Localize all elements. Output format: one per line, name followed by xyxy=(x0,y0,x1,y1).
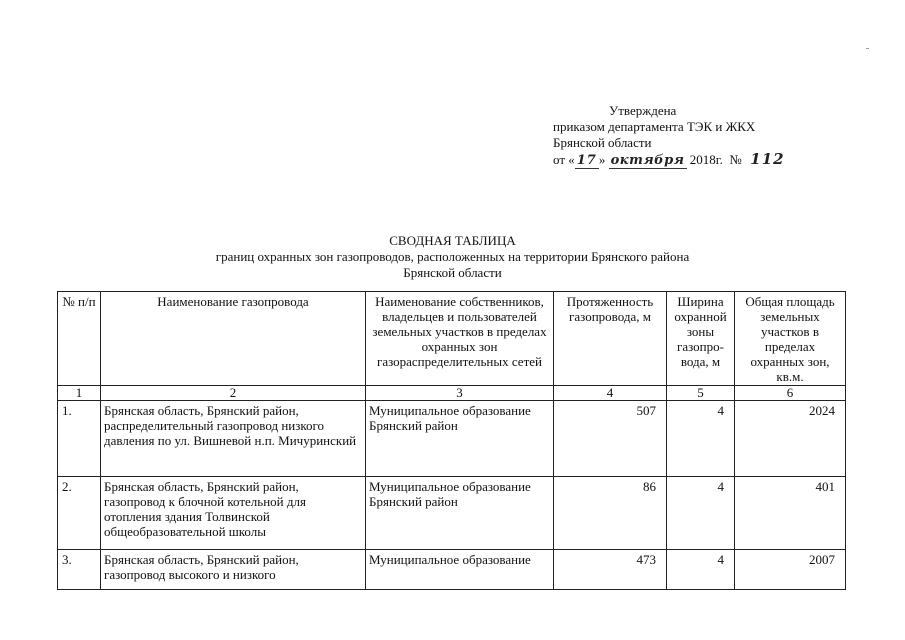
table-row xyxy=(58,401,846,477)
date-mid: » xyxy=(598,152,606,167)
column-number-row xyxy=(58,386,846,401)
row-length: 86 xyxy=(554,477,667,550)
handwritten-day: 17 xyxy=(576,153,597,168)
row-owner: Муниципальное образование xyxy=(366,550,554,590)
row-zone-width: 4 xyxy=(667,550,735,590)
scan-artifact xyxy=(866,48,869,49)
approval-date-line xyxy=(553,151,883,167)
row-owner: Муниципальное образование Брянский район xyxy=(366,477,554,550)
row-length: 507 xyxy=(554,401,667,477)
document-heading xyxy=(0,233,905,281)
row-index: 3. xyxy=(58,550,101,590)
header-zone-width: Ширина охранной зоны газопро-вода, м xyxy=(667,292,735,386)
column-number: 5 xyxy=(667,386,735,401)
handwritten-number: 112 xyxy=(750,150,785,168)
handwritten-month: октября xyxy=(610,153,685,168)
column-number: 1 xyxy=(58,386,101,401)
header-row xyxy=(58,292,846,386)
row-area: 2024 xyxy=(735,401,846,477)
approval-block xyxy=(553,103,883,167)
number-label: № xyxy=(729,152,742,167)
header-index: № п/п xyxy=(58,292,101,386)
column-number: 6 xyxy=(735,386,846,401)
date-prefix: от « xyxy=(553,152,575,167)
heading-subtitle: границ охранных зон газопроводов, расположенных на территории Брянского района xyxy=(215,249,690,264)
column-number: 3 xyxy=(366,386,554,401)
heading-title: СВОДНАЯ ТАБЛИЦА xyxy=(389,233,516,248)
approval-line-order: приказом департамента ТЭК и ЖКХ xyxy=(553,119,756,134)
header-pipeline-name: Наименование газопровода xyxy=(101,292,366,386)
header-owners: Наименование собственников, владельцев и пользователей земельных участков в пределах охранных зон газораспределительных сетей xyxy=(366,292,554,386)
row-area: 401 xyxy=(735,477,846,550)
row-zone-width: 4 xyxy=(667,401,735,477)
row-length: 473 xyxy=(554,550,667,590)
table-row xyxy=(58,550,846,590)
row-pipeline-name: Брянская область, Брянский район, газопровод к блочной котельной для отопления здания Толвинской общеобразовательной школы xyxy=(101,477,366,550)
header-length: Протяженность газопровода, м xyxy=(554,292,667,386)
row-index: 1. xyxy=(58,401,101,477)
gas-pipelines-table xyxy=(57,291,846,590)
approval-title: Утверждена xyxy=(609,103,677,118)
date-year: 2018г. xyxy=(689,152,723,167)
approval-line-region: Брянской области xyxy=(553,135,652,150)
table-row xyxy=(58,477,846,550)
row-index: 2. xyxy=(58,477,101,550)
heading-region: Брянской области xyxy=(403,265,502,280)
row-pipeline-name: Брянская область, Брянский район, газопровод высокого и низкого xyxy=(101,550,366,590)
row-pipeline-name: Брянская область, Брянский район, распределительный газопровод низкого давления по ул. Вишневой н.п. Мичуринский xyxy=(101,401,366,477)
row-area: 2007 xyxy=(735,550,846,590)
column-number: 2 xyxy=(101,386,366,401)
header-area: Общая площадь земельных участков в пределах охранных зон, кв.м. xyxy=(735,292,846,386)
row-owner: Муниципальное образование Брянский район xyxy=(366,401,554,477)
column-number: 4 xyxy=(554,386,667,401)
row-zone-width: 4 xyxy=(667,477,735,550)
